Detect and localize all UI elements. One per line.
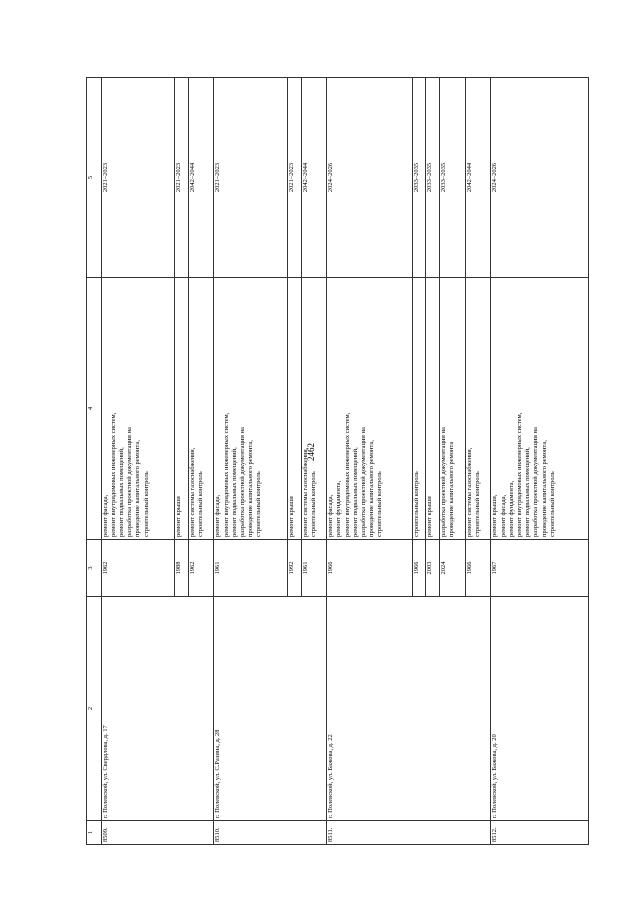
header-cell: 3 bbox=[87, 540, 102, 597]
period-cell: 2024–2026 bbox=[327, 78, 412, 278]
header-cell: 5 bbox=[87, 78, 102, 278]
table-row bbox=[491, 78, 589, 845]
work-cell: ремонт фасада, ремонт внутридомовых инженерных систем, ремонт подвальных помещений, разработка проектной документации на проведение капитального ремонта, строительный контроль bbox=[214, 278, 288, 540]
work-cell: строительный контроль bbox=[412, 278, 426, 540]
period-cell: 2033–2035 bbox=[412, 78, 426, 278]
header-cell: 2 bbox=[87, 597, 102, 821]
period-cell: 2021–2023 bbox=[214, 78, 288, 278]
work-cell: ремонт системы газоснабжения, строительный контроль bbox=[465, 278, 491, 540]
work-cell: ремонт системы газоснабжения, строительный контроль bbox=[188, 278, 214, 540]
work-cell: ремонт крыши, ремонт фасада, ремонт фундамента, ремонт внутридомовых инженерных систем, ремонт подвальных помещений, разработка проектной документации на проведение капитального ремонта, строительный контроль bbox=[491, 278, 589, 540]
year-cell: 1967 bbox=[491, 540, 589, 597]
entry-number: 8510. bbox=[214, 821, 327, 845]
period-cell: 2042–2044 bbox=[465, 78, 491, 278]
table-frame bbox=[86, 78, 589, 845]
table-row bbox=[214, 78, 288, 845]
address-cell: г. Полевской, ул. С.Разина, д. 28 bbox=[214, 597, 327, 821]
year-cell: 1992 bbox=[287, 540, 301, 597]
period-cell: 2021–2023 bbox=[287, 78, 301, 278]
repair-schedule-table bbox=[86, 77, 589, 845]
work-cell: ремонт крыши bbox=[175, 278, 189, 540]
address-cell: г. Полевской, ул. Свердлова, д. 17 bbox=[101, 597, 214, 821]
work-cell: ремонт фасада, ремонт фундамента, ремонт внутридомовых инженерных систем, ремонт подвальных помещений, разработка проектной документации на проведение капитального ремонта, строительный контроль bbox=[327, 278, 412, 540]
table-row bbox=[101, 78, 175, 845]
work-cell: ремонт крыши bbox=[426, 278, 440, 540]
period-cell: 2033–2035 bbox=[440, 78, 466, 278]
year-cell: 1962 bbox=[101, 540, 175, 597]
period-cell: 2033–2035 bbox=[426, 78, 440, 278]
year-cell: 2003 bbox=[426, 540, 440, 597]
work-cell: ремонт системы газоснабжения, строительный контроль bbox=[301, 278, 327, 540]
year-cell: 1961 bbox=[214, 540, 288, 597]
work-cell: ремонт фасада, ремонт внутридомовых инженерных систем, ремонт подвальных помещений, разработка проектной документации на проведение капитального ремонта, строительный контроль bbox=[101, 278, 175, 540]
entry-number: 8512. bbox=[491, 821, 589, 845]
work-cell: ремонт крыши bbox=[287, 278, 301, 540]
year-cell: 1988 bbox=[175, 540, 189, 597]
period-cell: 2021–2023 bbox=[101, 78, 175, 278]
year-cell: 1966 bbox=[412, 540, 426, 597]
address-cell: г. Полевской, ул. Бажова, д. 20 bbox=[491, 597, 589, 821]
work-cell: разработка проектной документации на проведение капитального ремонта bbox=[440, 278, 466, 540]
period-cell: 2021–2023 bbox=[175, 78, 189, 278]
address-cell: г. Полевской, ул. Бажова, д. 22 bbox=[327, 597, 491, 821]
header-cell: 1 bbox=[87, 821, 102, 845]
entry-number: 8511. bbox=[327, 821, 491, 845]
period-cell: 2024–2026 bbox=[491, 78, 589, 278]
year-cell: 2024 bbox=[440, 540, 466, 597]
table-row bbox=[327, 78, 412, 845]
period-cell: 2042–2044 bbox=[301, 78, 327, 278]
year-cell: 1966 bbox=[465, 540, 491, 597]
year-cell: 1962 bbox=[188, 540, 214, 597]
year-cell: 1966 bbox=[327, 540, 412, 597]
entry-number: 8509. bbox=[101, 821, 214, 845]
year-cell: 1961 bbox=[301, 540, 327, 597]
header-cell: 4 bbox=[87, 278, 102, 540]
rotated-table-wrapper bbox=[86, 78, 589, 845]
period-cell: 2042–2044 bbox=[188, 78, 214, 278]
header-row bbox=[87, 78, 102, 845]
